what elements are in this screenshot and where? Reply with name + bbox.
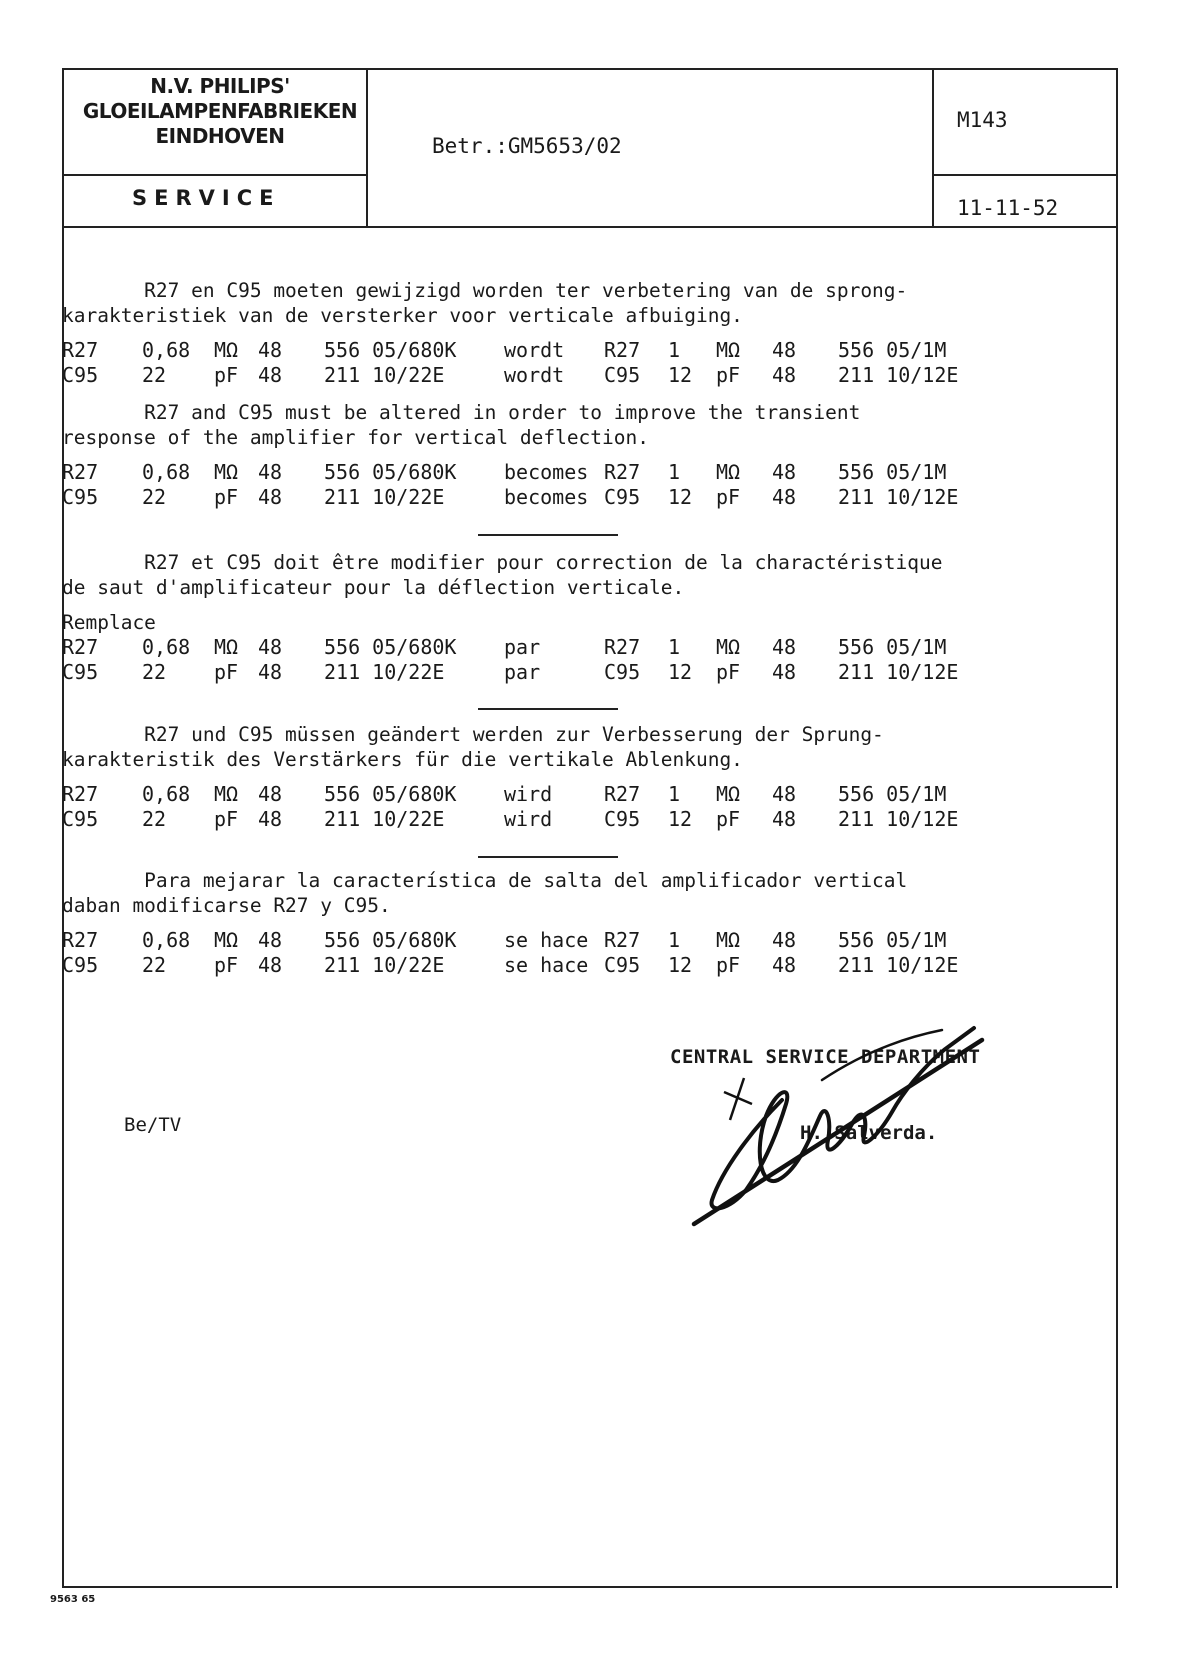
table-cell: MΩ <box>716 928 741 952</box>
signature-name: H. Salverda. <box>800 1122 938 1144</box>
paragraph-line: R27 und C95 müssen geändert werden zur Verbesserung der Sprung- <box>62 723 884 746</box>
component-table <box>62 782 1072 832</box>
section-french <box>62 550 1072 685</box>
company-line: N.V. PHILIPS' <box>150 74 290 98</box>
table-cell: 48 <box>258 953 283 977</box>
table-cell: se hace <box>504 928 589 952</box>
table-cell: 0,68 <box>142 338 191 362</box>
document-date: 11-11-52 <box>957 196 1059 220</box>
table-cell: C95 <box>604 953 641 977</box>
signature-department: CENTRAL SERVICE DEPARTMENT <box>670 1046 981 1068</box>
header-divider <box>932 174 1116 176</box>
table-cell: wird <box>504 807 553 831</box>
table-cell: 48 <box>772 782 797 806</box>
table-row <box>62 635 1072 660</box>
table-row <box>62 460 1072 485</box>
table-cell: becomes <box>504 485 589 509</box>
table-cell: 48 <box>258 928 283 952</box>
subject-line: Betr.:GM5653/02 <box>432 134 622 158</box>
table-cell: 556 05/680K <box>324 782 457 806</box>
table-cell: se hace <box>504 953 589 977</box>
table-cell: R27 <box>604 460 641 484</box>
table-cell: 12 <box>668 660 693 684</box>
table-cell: 211 10/22E <box>324 660 445 684</box>
component-table <box>62 928 1072 978</box>
table-cell: 1 <box>668 460 681 484</box>
table-cell: pF <box>214 485 239 509</box>
table-cell: MΩ <box>214 460 239 484</box>
document-id: M143 <box>957 108 1008 132</box>
table-cell: 211 10/12E <box>838 485 959 509</box>
table-cell: 48 <box>258 363 283 387</box>
table-cell: R27 <box>62 782 99 806</box>
table-cell: pF <box>716 485 741 509</box>
section-divider <box>478 534 618 536</box>
table-cell: pF <box>214 660 239 684</box>
table-row <box>62 485 1072 510</box>
table-cell: 211 10/22E <box>324 363 445 387</box>
table-row <box>62 953 1072 978</box>
header-grid <box>64 70 1116 228</box>
table-cell: 1 <box>668 782 681 806</box>
reference-code: Be/TV <box>124 1114 182 1136</box>
table-cell: 211 10/22E <box>324 953 445 977</box>
table-cell: 12 <box>668 363 693 387</box>
table-cell: becomes <box>504 460 589 484</box>
table-cell: 556 05/680K <box>324 338 457 362</box>
table-cell: 22 <box>142 363 167 387</box>
table-cell: 48 <box>258 460 283 484</box>
table-cell: C95 <box>62 807 99 831</box>
header-divider <box>64 174 366 176</box>
table-cell: 1 <box>668 635 681 659</box>
frame-bottom-rule <box>62 1586 1112 1588</box>
section-spanish <box>62 868 1072 978</box>
table-cell: 556 05/680K <box>324 928 457 952</box>
table-row <box>62 338 1072 363</box>
table-cell: 48 <box>772 928 797 952</box>
company-line: EINDHOVEN <box>155 124 285 148</box>
section-dutch <box>62 278 1072 388</box>
table-row <box>62 807 1072 832</box>
table-cell: 48 <box>258 635 283 659</box>
table-cell: pF <box>214 953 239 977</box>
table-row <box>62 363 1072 388</box>
section-german <box>62 722 1072 832</box>
table-cell: pF <box>716 660 741 684</box>
table-cell: 0,68 <box>142 635 191 659</box>
table-cell: 12 <box>668 953 693 977</box>
table-row <box>62 660 1072 685</box>
table-cell: MΩ <box>716 460 741 484</box>
table-cell: MΩ <box>214 635 239 659</box>
component-table <box>62 338 1072 388</box>
table-cell: C95 <box>62 363 99 387</box>
component-table <box>62 635 1072 685</box>
table-cell: R27 <box>604 635 641 659</box>
table-cell: wordt <box>504 338 565 362</box>
company-name <box>70 74 370 149</box>
service-label: SERVICE <box>132 186 281 210</box>
component-table <box>62 460 1072 510</box>
table-cell: par <box>504 635 541 659</box>
table-cell: C95 <box>62 485 99 509</box>
table-cell: 12 <box>668 807 693 831</box>
table-cell: 48 <box>772 485 797 509</box>
table-cell: 48 <box>258 485 283 509</box>
table-cell: 556 05/1M <box>838 928 947 952</box>
table-cell: 1 <box>668 338 681 362</box>
table-cell: 48 <box>772 953 797 977</box>
table-cell: C95 <box>62 660 99 684</box>
table-cell: 48 <box>772 338 797 362</box>
table-cell: 48 <box>772 363 797 387</box>
table-cell: pF <box>716 363 741 387</box>
paragraph-line: Para mejarar la característica de salta del amplificador vertical <box>62 869 908 892</box>
table-cell: R27 <box>604 928 641 952</box>
table-cell: MΩ <box>214 928 239 952</box>
table-cell: MΩ <box>214 338 239 362</box>
paragraph-line: karakteristiek van de versterker voor verticale afbuiging. <box>62 304 743 327</box>
table-cell: C95 <box>62 953 99 977</box>
paragraph-line: karakteristik des Verstärkers für die vertikale Ablenkung. <box>62 748 743 771</box>
table-cell: pF <box>214 807 239 831</box>
section-english <box>62 400 1072 510</box>
table-cell: 48 <box>258 782 283 806</box>
table-cell: C95 <box>604 660 641 684</box>
table-cell: 48 <box>772 635 797 659</box>
table-cell: wird <box>504 782 553 806</box>
table-cell: 48 <box>772 460 797 484</box>
table-cell: 0,68 <box>142 782 191 806</box>
table-cell: 211 10/12E <box>838 953 959 977</box>
header-divider <box>932 70 934 228</box>
table-cell: R27 <box>62 460 99 484</box>
table-cell: MΩ <box>716 635 741 659</box>
table-cell: 556 05/1M <box>838 782 947 806</box>
table-cell: MΩ <box>214 782 239 806</box>
table-cell: 211 10/22E <box>324 807 445 831</box>
table-cell: 556 05/680K <box>324 635 457 659</box>
company-line: GLOEILAMPENFABRIEKEN <box>82 99 358 123</box>
form-code: 9563 65 <box>50 1594 96 1605</box>
table-cell: 0,68 <box>142 928 191 952</box>
table-cell: R27 <box>604 782 641 806</box>
table-cell: par <box>504 660 541 684</box>
handwritten-signature <box>682 1020 1002 1230</box>
table-cell: wordt <box>504 363 565 387</box>
paragraph-line: R27 et C95 doit être modifier pour correction de la charactéristique <box>62 551 943 574</box>
table-cell: 22 <box>142 485 167 509</box>
table-cell: 211 10/22E <box>324 485 445 509</box>
table-cell: 48 <box>258 807 283 831</box>
table-cell: R27 <box>62 928 99 952</box>
table-cell: MΩ <box>716 782 741 806</box>
section-divider <box>478 708 618 710</box>
table-cell: 556 05/1M <box>838 635 947 659</box>
table-cell: 556 05/1M <box>838 338 947 362</box>
table-cell: 48 <box>772 807 797 831</box>
table-cell: 48 <box>772 660 797 684</box>
table-cell: 1 <box>668 928 681 952</box>
replace-label: Remplace <box>62 611 156 634</box>
table-cell: 22 <box>142 953 167 977</box>
table-cell: 211 10/12E <box>838 807 959 831</box>
table-cell: 556 05/1M <box>838 460 947 484</box>
table-row <box>62 928 1072 953</box>
table-cell: pF <box>716 953 741 977</box>
section-divider <box>478 856 618 858</box>
table-cell: R27 <box>62 635 99 659</box>
table-cell: 22 <box>142 660 167 684</box>
paragraph-line: response of the amplifier for vertical deflection. <box>62 426 649 449</box>
paragraph-line: daban modificarse R27 y C95. <box>62 894 391 917</box>
table-cell: C95 <box>604 363 641 387</box>
table-cell: 211 10/12E <box>838 363 959 387</box>
paragraph-line: R27 en C95 moeten gewijzigd worden ter verbetering van de sprong- <box>62 279 908 302</box>
table-cell: 22 <box>142 807 167 831</box>
table-cell: C95 <box>604 807 641 831</box>
table-cell: 211 10/12E <box>838 660 959 684</box>
table-cell: 48 <box>258 338 283 362</box>
paragraph-line: de saut d'amplificateur pour la déflection verticale. <box>62 576 685 599</box>
table-cell: MΩ <box>716 338 741 362</box>
table-cell: C95 <box>604 485 641 509</box>
table-cell: pF <box>214 363 239 387</box>
table-cell: pF <box>716 807 741 831</box>
paragraph-line: R27 and C95 must be altered in order to improve the transient <box>62 401 861 424</box>
table-cell: 48 <box>258 660 283 684</box>
table-cell: 12 <box>668 485 693 509</box>
table-cell: R27 <box>62 338 99 362</box>
table-cell: R27 <box>604 338 641 362</box>
table-cell: 556 05/680K <box>324 460 457 484</box>
table-cell: 0,68 <box>142 460 191 484</box>
table-row <box>62 782 1072 807</box>
